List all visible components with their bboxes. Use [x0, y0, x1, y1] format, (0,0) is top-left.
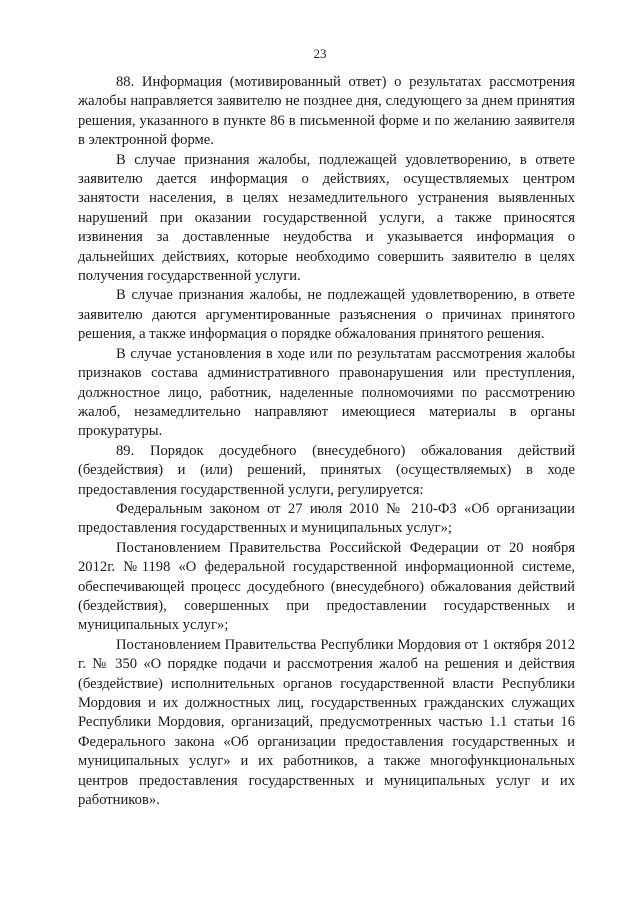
paragraph-federal-law-210: Федеральным законом от 27 июля 2010 № 210-ФЗ «Об организации предоставления государственных и муниципальных услуг»;: [78, 500, 575, 537]
paragraph-mordovia-decree-350: Постановлением Правительства Республики Мордовия от 1 октября 2012 г. № 350 «О порядке подачи и рассмотрения жалоб на решения и действия (бездействие) исполнительных органов государственной власти Республики Мордовия и их должностных лиц, государственных гражданских служащих Республики Мордовия, организаций, предусмотренных частью 1.1 статьи 16 Федерального закона «Об организации предоставления государственных и муниципальных услуг» и их работников, а также многофункциональных центров предоставления государственных и муниципальных услуг и их работников».: [78, 636, 575, 809]
page-number: 23: [313, 46, 327, 61]
paragraph-89-appeal-procedure: 89. Порядок досудебного (внесудебного) обжалования действий (бездействия) и (или) решений, принятых (осуществляемых) в ходе предоставления государственной услуги, регулируется:: [78, 442, 575, 498]
paragraph-government-decree-1198: Постановлением Правительства Российской Федерации от 20 ноября 2012г. №1198 «О федеральной государственной информационной системе, обеспечивающей процесс досудебного (внесудебного) обжалования действий (бездействия), совершенных при предоставлении государственных и муниципальных услуг»;: [78, 539, 575, 634]
paragraph-complaint-satisfied: В случае признания жалобы, подлежащей удовлетворению, в ответе заявителю дается информация о действиях, осуществляемых центром занятости населения, в целях незамедлительного устранения выявленных нарушений при оказании государственной услуги, а также приносятся извинения за доставленные неудобства и указывается информация о дальнейших действиях, которые необходимо совершить заявителю в целях получения государственной услуги.: [78, 151, 575, 285]
document-body: [78, 73, 575, 810]
paragraph-violation-found: В случае установления в ходе или по результатам рассмотрения жалобы признаков состава административного правонарушения или преступления, должностное лицо, работник, наделенные полномочиями по рассмотрению жалоб, незамедлительно направляют имеющиеся материалы в органы прокуратуры.: [78, 345, 575, 440]
paragraph-complaint-rejected: В случае признания жалобы, не подлежащей удовлетворению, в ответе заявителю даются аргументированные разъяснения о причинах принятого решения, а также информация о порядке обжалования принятого решения.: [78, 287, 575, 343]
paragraph-88-response-info: 88. Информация (мотивированный ответ) о результатах рассмотрения жалобы направляется заявителю не позднее дня, следующего за днем принятия решения, указанного в пункте 86 в письменной форме и по желанию заявителя в электронной форме.: [78, 74, 575, 149]
